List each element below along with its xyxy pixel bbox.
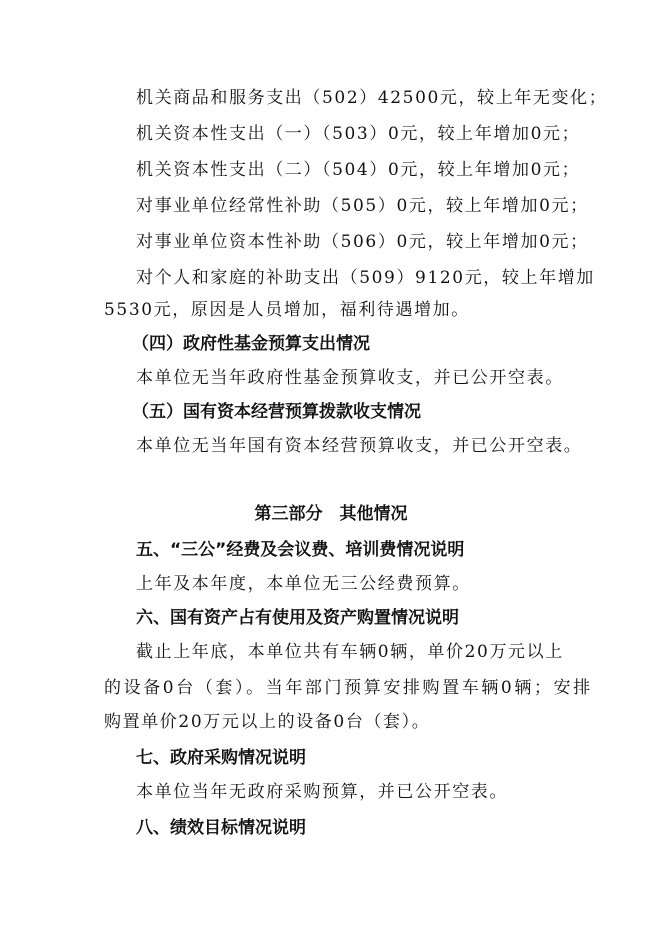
section-heading: 八、绩效目标情况说明 [136,818,306,838]
section-heading: 六、国有资产占有使用及资产购置情况说明 [136,608,459,628]
section-heading: （四）政府性基金预算支出情况 [132,334,370,354]
text-line: 本单位当年无政府采购预算，并已公开空表。 [136,782,508,802]
text-line: 的设备0台（套）。当年部门预算安排购置车辆0辆；安排 [104,678,593,698]
section-heading: 五、“三公”经费及会议费、培训费情况说明 [136,540,465,560]
text-line: 本单位无当年政府性基金预算收支，并已公开空表。 [136,368,564,388]
text-line: 对事业单位资本性补助（506）0元，较上年增加0元； [136,232,589,252]
text-line: 本单位无当年国有资本经营预算收支，并已公开空表。 [136,436,583,456]
section-heading: 七、政府采购情况说明 [136,748,306,768]
text-line: 机关资本性支出（一）（503）0元，较上年增加0元； [136,124,581,144]
text-line: 截止上年底，本单位共有车辆0辆，单价20万元以上 [136,642,564,662]
text-line: 购置单价20万元以上的设备0台（套）。 [104,712,431,732]
text-line: 上年及本年度，本单位无三公经费预算。 [136,574,471,594]
text-line: 对事业单位经常性补助（505）0元，较上年增加0元； [136,196,589,216]
part-title: 第三部分 其他情况 [254,504,408,524]
text-line: 对个人和家庭的补助支出（509）9120元，较上年增加 [136,268,595,288]
text-line: 机关资本性支出（二）（504）0元，较上年增加0元； [136,160,581,180]
section-heading: （五）国有资本经营预算拨款收支情况 [132,402,421,422]
text-line: 5530元，原因是人员增加，福利待遇增加。 [104,300,470,320]
text-line: 机关商品和服务支出（502）42500元，较上年无变化； [136,88,608,108]
